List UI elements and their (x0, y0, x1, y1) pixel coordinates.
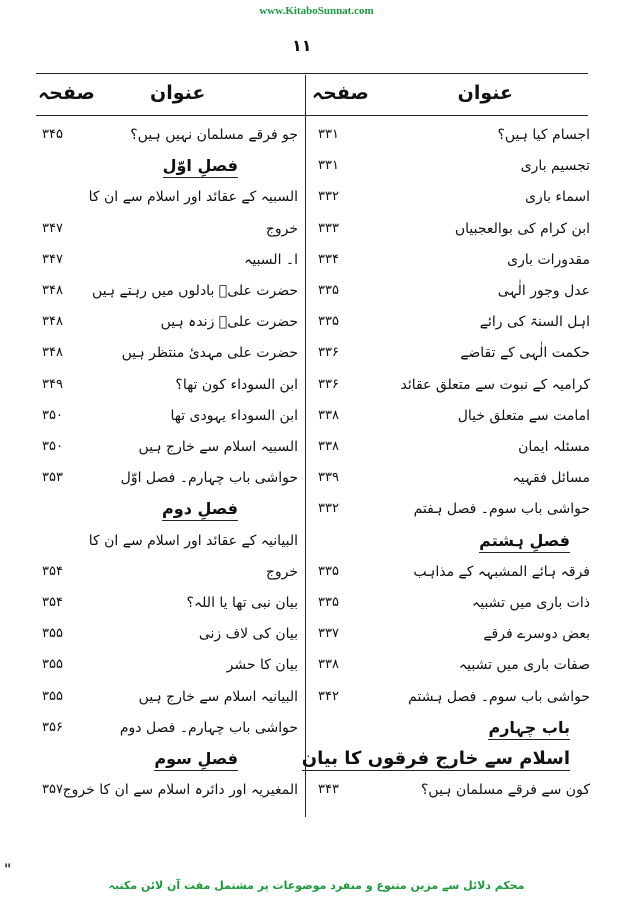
toc-entry-page: ۳۳۸ (318, 407, 339, 423)
toc-entry-title: حضرت علیؓ زندہ ہیں (160, 314, 298, 331)
toc-entry-title: بیان کا حشر (226, 657, 298, 674)
toc-entry (36, 436, 298, 458)
toc-entry-page: ۳۳۶ (318, 376, 339, 392)
toc-entry-title: کرامیہ کے نبوت سے متعلق عقائد (400, 376, 590, 393)
toc-entry (301, 748, 590, 770)
section-heading: فصلِ دوم (162, 498, 238, 521)
toc-entry-page: ۳۳۷ (318, 626, 339, 642)
toc-entry (312, 686, 590, 708)
toc-entry (312, 405, 590, 427)
left-column-page-header: صفحہ (38, 82, 95, 104)
toc-entry-title: حواشی باب سوم۔ فصل ہشتم (408, 688, 590, 705)
toc-entry-page: ۳۳۳ (318, 220, 339, 236)
toc-entry-page: ۳۴۵ (42, 127, 63, 142)
toc-entry-page: ۳۵۳ (42, 470, 63, 486)
toc-entry-title: البیانیہ اسلام سے خارج ہیں (138, 688, 298, 705)
toc-entry (312, 280, 590, 302)
toc-entry-page: ۳۳۸ (318, 657, 339, 673)
page-number: ۱۱ (292, 36, 312, 55)
toc-entry (36, 342, 298, 364)
right-column-page-header: صفحہ (312, 82, 369, 104)
toc-entry-page: ۳۵۵ (42, 657, 63, 673)
toc-entry-title: حکمت الٰہی کے تقاضے (460, 345, 590, 362)
toc-entry-title: فرقہ ہائے المشبہہ کے مذاہب (413, 563, 590, 580)
toc-entry (312, 498, 590, 520)
toc-entry (36, 686, 298, 708)
toc-entry (312, 218, 590, 240)
left-column-title-header: عنوان (150, 82, 206, 104)
toc-entry-title: خروج (265, 220, 298, 237)
toc-entry (312, 779, 590, 801)
toc-entry-page: ۳۳۶ (318, 345, 339, 361)
section-heading: فصلِ اوّل (163, 155, 238, 178)
toc-entry-title: خروج (265, 563, 298, 580)
toc-entry (312, 467, 590, 489)
toc-entry-page: ۳۳۵ (318, 283, 339, 298)
toc-entry-page: ۳۴۸ (42, 314, 63, 330)
toc-entry-title: بیان نبی تھا یا اللہ؟ (186, 595, 298, 611)
toc-entry-title: حضرت علی مہدیٔ منتظر ہیں (121, 345, 298, 362)
toc-entry-title: البیانیہ کے عقائد اور اسلام سے ان کا (88, 532, 298, 549)
toc-entry-title: جو فرقے مسلمان نہیں ہیں؟ (130, 127, 298, 143)
toc-entry (312, 530, 590, 552)
section-heading: فصلِ سوم (154, 748, 238, 771)
toc-entry-title: مسئلہ ایمان (518, 439, 590, 455)
toc-entry-page: ۳۴۲ (318, 688, 339, 704)
column-divider (305, 75, 306, 817)
toc-entry-title: مسائل فقہیہ (512, 470, 590, 487)
toc-entry (312, 623, 590, 645)
toc-entry (312, 561, 590, 583)
toc-entry-title: ا۔ السبیہ (244, 251, 298, 268)
toc-entry-title: اجسام کیا ہیں؟ (497, 127, 590, 143)
toc-entry-title: امامت سے متعلق خیال (457, 407, 590, 424)
toc-entry (312, 374, 590, 396)
toc-entry-page: ۳۴۳ (318, 782, 339, 798)
toc-entry-page: ۳۳۵ (318, 314, 339, 330)
toc-entry-title: صفات باری میں تشبیہ (458, 657, 590, 674)
toc-entry-page: ۳۴۸ (42, 345, 63, 361)
toc-entry-title: اہل السنۃ کی رائے (479, 314, 590, 331)
toc-entry (36, 779, 298, 801)
toc-entry (36, 592, 298, 614)
toc-entry (312, 311, 590, 333)
toc-entry-title: ابن السوداء کون تھا؟ (175, 376, 298, 393)
header-top-rule (36, 73, 588, 74)
toc-entry-page: ۳۴۷ (42, 251, 63, 267)
toc-entry (36, 249, 298, 271)
toc-entry (36, 280, 298, 302)
toc-entry-title: السبیہ کے عقائد اور اسلام سے ان کا (88, 189, 298, 206)
toc-entry-page: ۳۳۱ (318, 158, 339, 174)
toc-entry (36, 561, 298, 583)
toc-entry-page: ۳۴۹ (42, 376, 63, 392)
toc-entry-page: ۳۵۶ (42, 719, 63, 735)
toc-entry (36, 374, 298, 396)
toc-entry (36, 218, 298, 240)
toc-entry-page: ۳۵۵ (42, 626, 63, 642)
toc-entry-title: حواشی باب چہارم۔ فصل اوّل (120, 470, 298, 487)
toc-entry (36, 530, 298, 552)
section-heading: فصلِ ہشتم (479, 530, 570, 553)
toc-entry (36, 186, 298, 208)
toc-entry-page: ۳۵۴ (42, 563, 63, 579)
toc-entry (36, 311, 298, 333)
toc-entry (312, 654, 590, 676)
toc-entry (36, 467, 298, 489)
toc-entry (312, 186, 590, 208)
toc-entry (36, 654, 298, 676)
toc-entry (312, 249, 590, 271)
toc-entry (36, 498, 298, 520)
toc-entry-title: کون سے فرقے مسلمان ہیں؟ (420, 782, 590, 799)
toc-entry-page: ۳۳۱ (318, 127, 339, 142)
toc-entry-title: ابن السوداء یہودی تھا (170, 407, 298, 424)
toc-entry-page: ۳۳۲ (318, 501, 339, 517)
toc-entry-page: ۳۳۹ (318, 470, 339, 486)
toc-entry-page: ۳۵۵ (42, 688, 63, 704)
toc-entry-page: ۳۵۰ (42, 407, 63, 423)
toc-entry (312, 124, 590, 146)
site-url[interactable]: www.KitaboSunnat.com (259, 5, 374, 17)
toc-entry (36, 155, 298, 177)
toc-entry-page: ۳۳۲ (318, 189, 339, 205)
right-column-title-header: عنوان (457, 82, 513, 104)
toc-entry-page: ۳۴۷ (42, 220, 63, 236)
toc-entry-title: المغیریہ اور دائرہ اسلام سے ان کا خروج (62, 782, 298, 799)
toc-entry-title: مقدورات باری (507, 251, 590, 268)
toc-entry-page: ۳۳۵ (318, 563, 339, 579)
toc-entry-page: ۳۳۸ (318, 439, 339, 454)
header-bottom-rule (36, 115, 588, 116)
toc-entry (36, 717, 298, 739)
toc-entry-title: عدل وجور الٰہی (497, 283, 590, 299)
section-heading: اسلام سے خارج فرقوں کا بیان (301, 748, 570, 769)
toc-entry-page: ۳۴۸ (42, 283, 63, 298)
toc-entry (312, 592, 590, 614)
toc-entry-title: السبیہ اسلام سے خارج ہیں (138, 439, 298, 455)
toc-entry (36, 124, 298, 146)
toc-entry (312, 436, 590, 458)
toc-entry-title: ذات باری میں تشبیہ (472, 595, 590, 611)
toc-entry-page: ۳۳۴ (318, 251, 339, 267)
corner-mark: " (4, 862, 12, 878)
section-heading: باب چہارم (488, 717, 570, 740)
toc-entry-page: ۳۳۵ (318, 595, 339, 610)
toc-entry-page: ۳۵۷ (42, 782, 63, 798)
toc-entry-title: اسماء باری (525, 189, 590, 206)
toc-entry-title: بعض دوسرے فرقے (483, 626, 590, 643)
toc-entry-title: حواشی باب چہارم۔ فصل دوم (119, 719, 298, 736)
toc-entry-page: ۳۵۴ (42, 595, 63, 610)
toc-entry (312, 155, 590, 177)
toc-entry (36, 748, 298, 770)
toc-entry (312, 717, 590, 739)
toc-entry (36, 405, 298, 427)
toc-entry-title: تجسیم باری (520, 158, 590, 175)
toc-entry-title: حضرت علیؓ بادلوں میں رہتے ہیں (91, 283, 298, 299)
toc-entry-title: حواشی باب سوم۔ فصل ہفتم (413, 501, 590, 518)
toc-entry-title: ابن کرام کی بوالعجبیاں (454, 220, 590, 237)
toc-entry (312, 342, 590, 364)
toc-entry-page: ۳۵۰ (42, 439, 63, 454)
toc-entry (36, 623, 298, 645)
footer-text: محکم دلائل سے مزین متنوع و منفرد موضوعات پر مشتمل مفت آن لائن مکتبہ (108, 879, 525, 892)
toc-entry-title: بیان کی لاف زنی (198, 626, 298, 643)
